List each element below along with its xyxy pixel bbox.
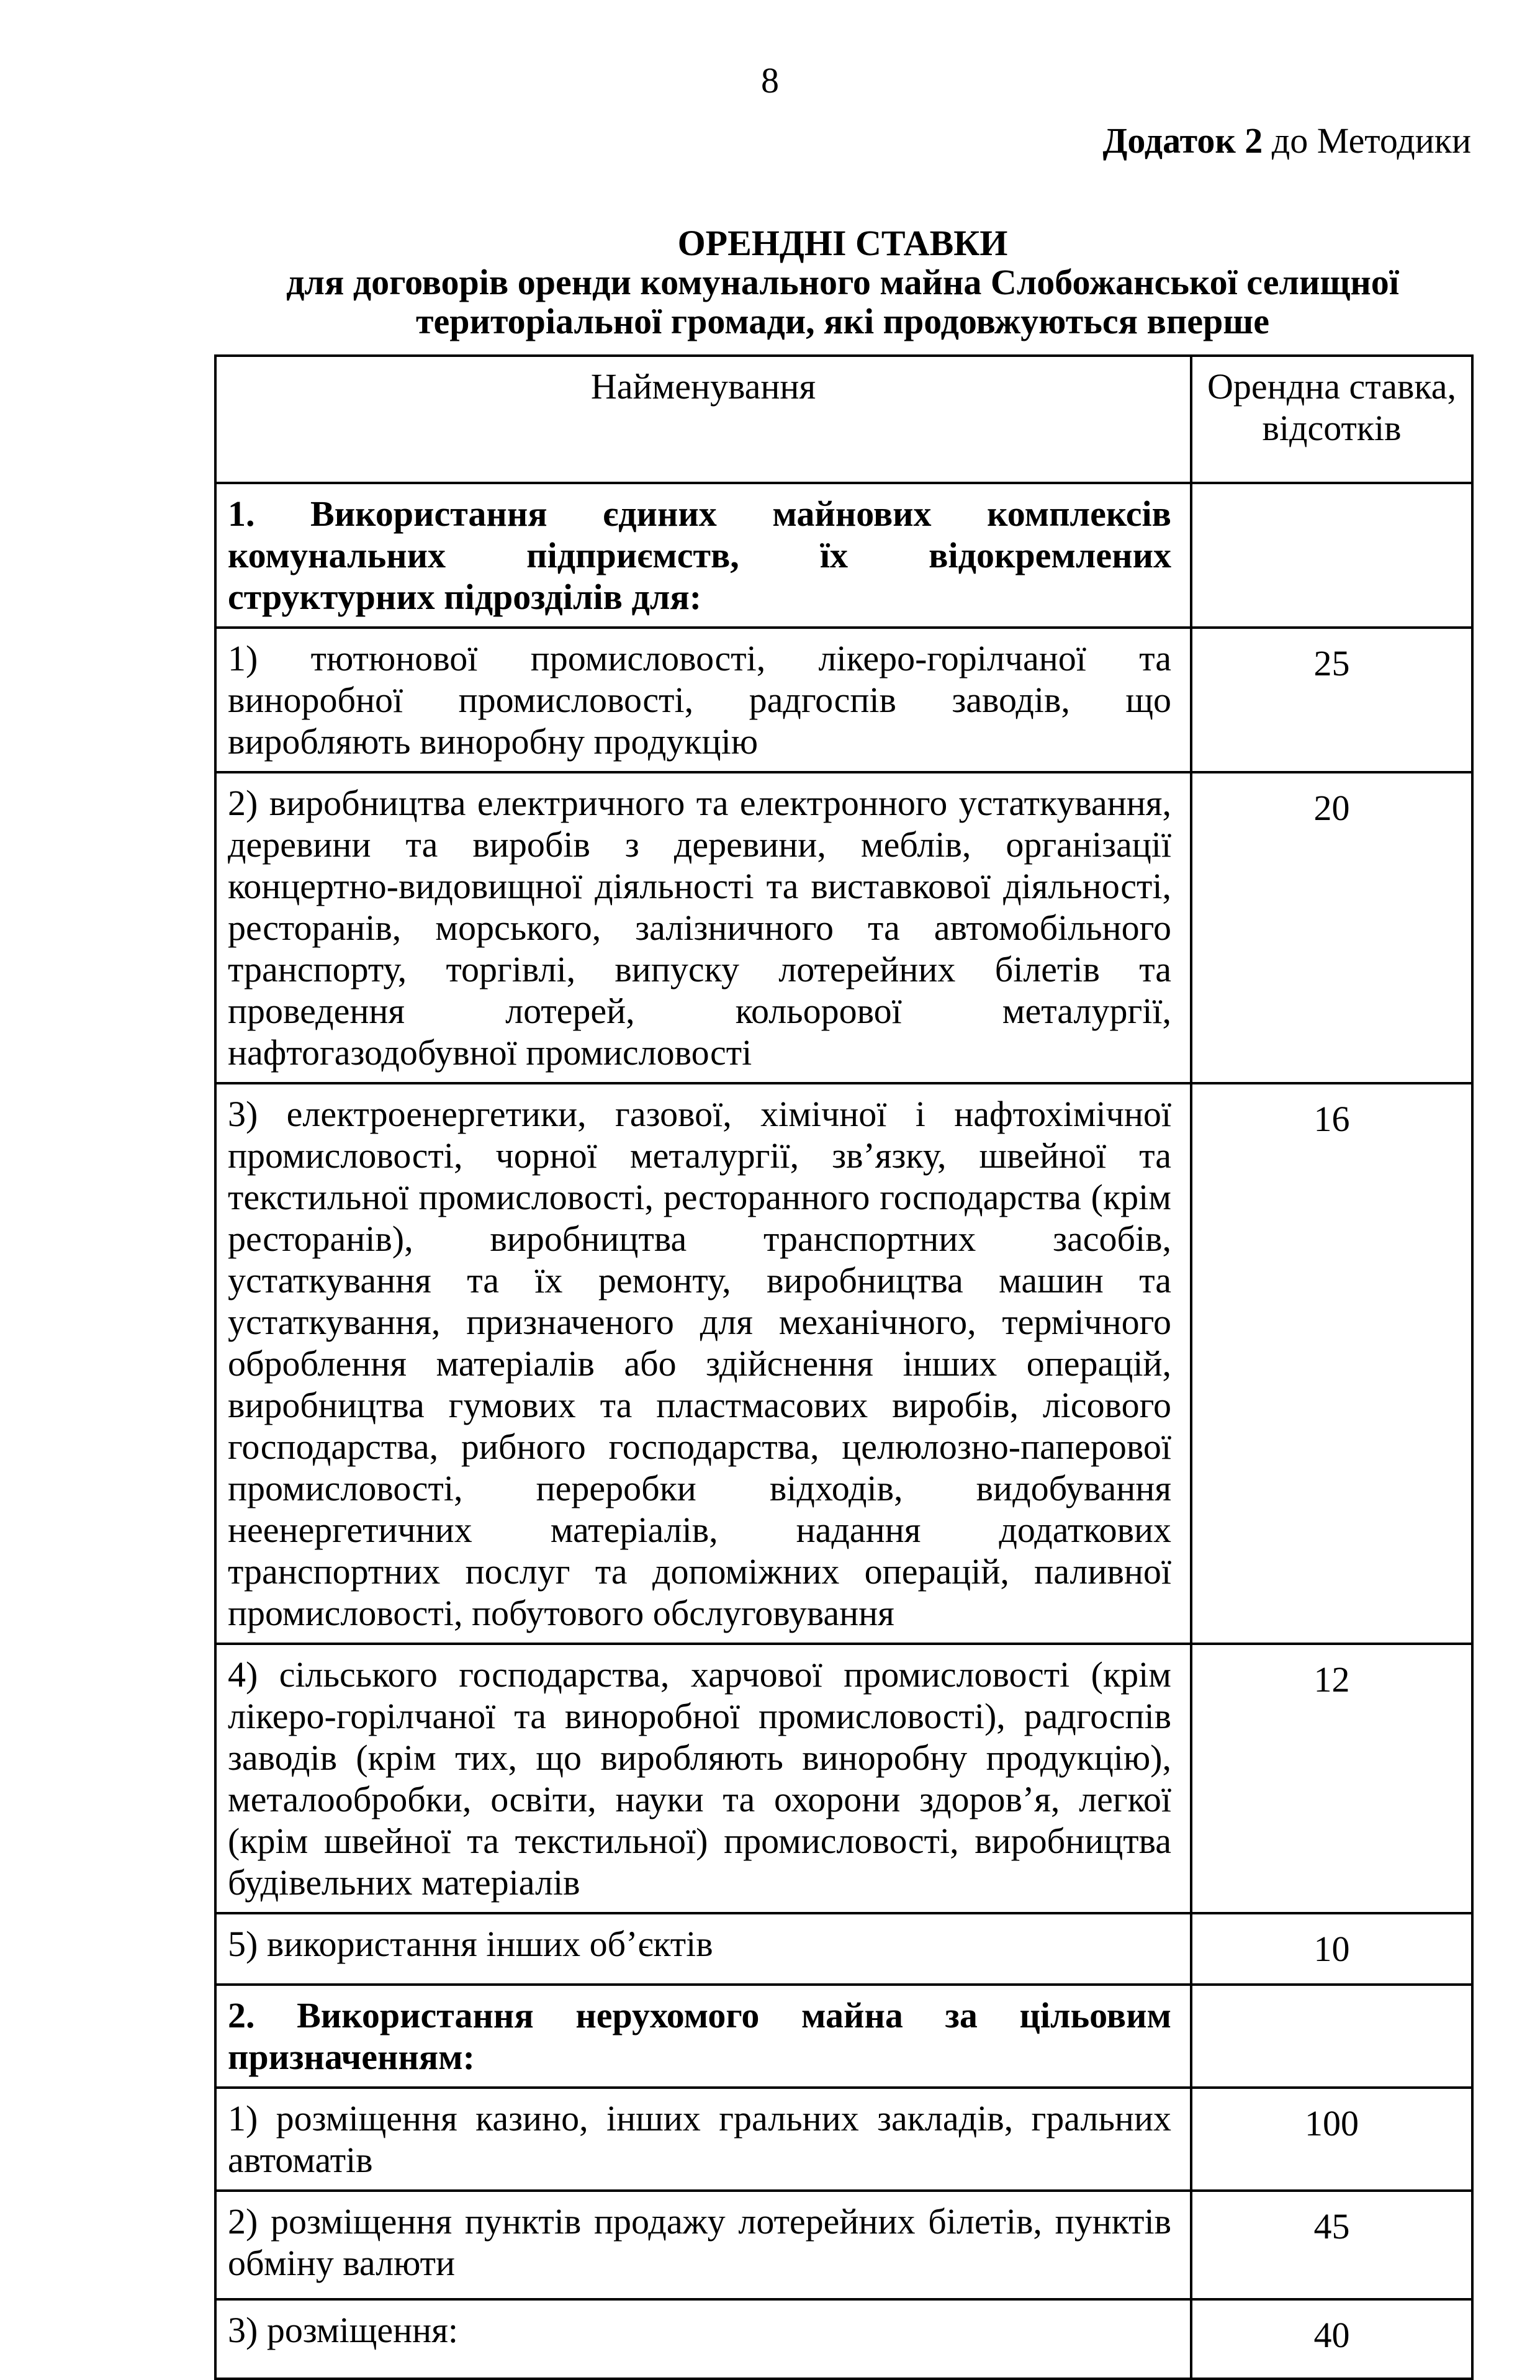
row-name-cell: 4) сільського господарства, харчової промисловості (крім лікеро-горілчаної та виноробної промисловості), радгоспів заводів (крім тих, що виробляють виноробну продукцію), металообробки, освіти, науки та охорони здоров’я, легкої (крім швейної та текстильної) промисловості, виробництва будівельних матеріалів [215,1644,1191,1913]
annex-note-regular: до Методики [1263,120,1471,161]
row-section-2 [215,1985,1472,2088]
content-block [214,120,1471,2380]
row-rate-cell [1191,1985,1472,2088]
column-header-rate-line2: відсотків [1262,408,1402,448]
column-header-rate [1191,356,1472,483]
row-rate-cell: 12 [1191,1644,1472,1913]
row-rate-cell: 25 [1191,628,1472,772]
row-1-1 [215,628,1472,772]
row-1-3 [215,1083,1472,1644]
row-rate-cell: 20 [1191,772,1472,1083]
row-name-cell: 3) електроенергетики, газової, хімічної і нафтохімічної промисловості, чорної металургії, зв’язку, швейної та текстильної промисловості, ресторанного господарства (крім ресторанів), виробництва транспортних засобів, устаткування та їх ремонту, виробництва машин та устаткування, призначеного для механічного, термічного оброблення матеріалів або здійснення інших операцій, виробництва гумових та пластмасових виробів, лісового господарства, рибного господарства, целюлозно-паперової промисловості, переробки відходів, видобування неенергетичних матеріалів, надання додаткових транспортних послуг та допоміжних операцій, паливної промисловості, побутового обслуговування [215,1083,1191,1644]
row-rate-cell: 10 [1191,1913,1472,1985]
row-name-cell: 1) тютюнової промисловості, лікеро-горілчаної та виноробної промисловості, радгоспів заводів, що виробляють виноробну продукцію [215,628,1191,772]
row-rate-cell: 100 [1191,2088,1472,2191]
document-title: ОРЕНДНІ СТАВКИ [677,223,1008,263]
column-header-rate-line1: Орендна ставка, [1207,366,1456,407]
annex-note [214,120,1471,161]
row-1-5 [215,1913,1472,1985]
document-subtitle-line2: територіальної громади, які продовжуються вперше [416,301,1269,341]
column-header-name: Найменування [215,356,1191,483]
table-header-row [215,356,1472,483]
page-number: 8 [761,60,779,101]
row-name-cell: 2) розміщення пунктів продажу лотерейних білетів, пунктів обміну валюти [215,2191,1191,2299]
row-1-2 [215,772,1472,1083]
row-rate-cell: 40 [1191,2299,1472,2379]
row-rate-cell [1191,483,1472,628]
row-2-1 [215,2088,1472,2191]
row-name-cell: 2) виробництва електричного та електронного устаткування, деревини та виробів з деревини, меблів, організації концертно-видовищної діяльності та виставкової діяльності, ресторанів, морського, залізничного та автомобільного транспорту, торгівлі, випуску лотерейних білетів та проведення лотерей, кольорової металургії, нафтогазодобувної промисловості [215,772,1191,1083]
annex-note-bold: Додаток 2 [1102,120,1263,161]
document-subtitle-line1: для договорів оренди комунального майна Слобожанської селищної [286,262,1399,302]
row-2-2 [215,2191,1472,2299]
row-name-cell: 5) використання інших об’єктів [215,1913,1191,1985]
row-name-cell: 1. Використання єдиних майнових комплексів комунальних підприємств, їх відокремлених структурних підрозділів для: [215,483,1191,628]
row-rate-cell: 16 [1191,1083,1472,1644]
row-1-4 [215,1644,1472,1913]
row-name-cell: 3) розміщення: [215,2299,1191,2379]
row-section-1 [215,483,1472,628]
row-2-3 [215,2299,1472,2379]
rates-table [214,354,1474,2380]
row-rate-cell: 45 [1191,2191,1472,2299]
row-name-cell: 1) розміщення казино, інших гральних закладів, гральних автоматів [215,2088,1191,2191]
row-name-cell: 2. Використання нерухомого майна за цільовим призначенням: [215,1985,1191,2088]
